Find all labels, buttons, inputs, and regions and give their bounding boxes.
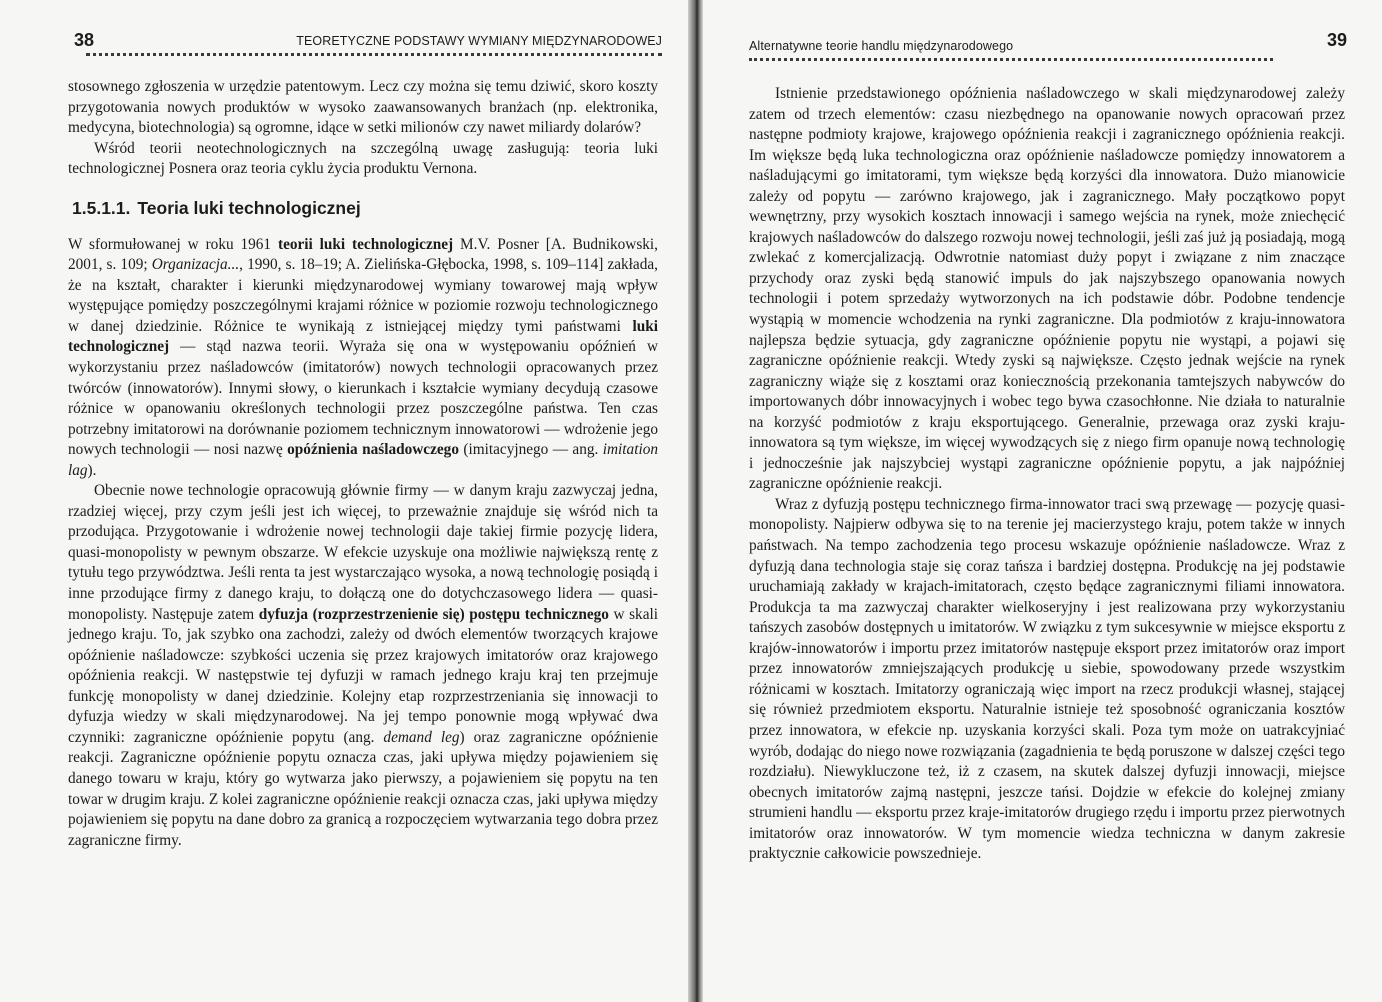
section-heading: [72, 197, 658, 219]
text-run: W sformułowanej w roku 1961: [68, 235, 278, 253]
paragraph: Istnienie przedstawionego opóźnienia naśladowczego w skali międzynarodowej zależy zatem od trzech elementów: czasu niezbędnego na opanowanie nowych opracowań przez następne podmioty krajowe, krajowego opóźnienia reakcji i zagranicznego opóźnienia reakcji. Im większe będą luka technologiczna oraz opóźnienie naśladowcze pomiędzy innowatorem a naśladującymi go imitatorami, tym większe będą korzyści dla innowatora. Dużo mianowicie zależy od popytu — zarówno krajowego, jak i zagranicznego. Mały początkowo popyt wewnętrzny, przy wysokich kosztach innowacji i samego wejścia na rynek, może zniechęcić krajowych naśladowców do dalszego rozwoju nowej technologii, jeśli zaś już ją posiadają, mogą zwlekać z komercjalizacją. Odwrotnie natomiast duży popyt i związane z nim znaczące przychody oraz zyski będą stanowić impuls do jak najszybszego opanowania nowych technologii i potem sprzedaży wytworzonych na ich podstawie dóbr. Podobne tendencje wystąpią w momencie wchodzenia na rynki zagraniczne. Dla podmiotów z kraju-innowatora najlepsza będzie sytuacja, gdy zagraniczne opóźnienie popytu nie wystąpi, a pojawi się zagraniczne opóźnienie reakcji. Wtedy zyski są największe. Często jednak wejście na rynek zagraniczny wiąże się z kosztami oraz koniecznością przekonania tamtejszych nabywców do importowanych dóbr innowacyjnych i wobec tego bywa czasochłonne. Nie działa to naturalnie na korzyść podmiotów z kraju eksportującego. Generalnie, przewaga oraz zyski kraju-innowatora są tym większe, im więcej wywodzących się z niego firm opanuje nową technologię i jednocześnie jak najszybciej wystąpi zagraniczne opóźnienie popytu, a jak najpóźniej zagraniczne opóźnienie reakcji.: [749, 85, 1345, 493]
page-number: 38: [74, 30, 95, 50]
running-head: Alternatywne teorie handlu międzynarodowego: [749, 39, 1014, 53]
bold-term: opóźnienia naśladowczego: [287, 441, 459, 459]
right-page: [703, 0, 1382, 1002]
section-number: 1.5.1.1.: [72, 197, 131, 218]
right-page-header: [749, 30, 1347, 54]
left-page: [0, 0, 688, 1002]
paragraph: Wśród teorii neotechnologicznych na szczególną uwagę zasługują: teoria luki technologicznej Posnera oraz teoria cyklu życia produktu Vernona.: [68, 139, 658, 178]
bold-term: teorii luki technologicznej: [277, 235, 454, 253]
paragraph: [68, 235, 658, 482]
text-run: (imitacyjnego — ang.: [458, 441, 603, 459]
text-run: Obecnie nowe technologie opracowują głównie firmy — w danym kraju zazwyczaj jedna, rzadziej więcej, przy czym jeśli jest ich więcej, to przeważnie znajduje się wśród nich ta przodująca. Przygotowanie i wdrożenie nowej technologii daje takiej firmie pozycję lidera, quasi-monopolisty w pewnym obszarze. W efekcie uzyskuje ona możliwie największą rentę z tytułu tego przywództwa. Jeśli renta ta jest wystarczająco wysoka, a nową technologię posiądą i inne przodujące firmy z danego kraju, to dołączą one do dotychczasowego lidera — quasi-monopolisty. Następuje zatem: [68, 482, 658, 623]
right-page-body: [749, 84, 1345, 865]
italic-term: imitation lag: [68, 441, 658, 479]
bold-term: dyfuzja (rozprzestrzenienie się) postępu technicznego: [258, 605, 609, 623]
bold-term: luki technologicznej: [68, 317, 658, 356]
left-page-header: [70, 30, 662, 54]
text-run: , 1990, s. 18–19; A. Zielińska-Głębocka, 1998, s. 109–114] zakłada, że na kształt, charakter i kierunki międzynarodowej wymiany towarowej mają wpływ występujące pomiędzy poszczególnymi krajami różnice w poziomie rozwoju technologicznego w danej dziedzinie. Różnice te wynikają z istniejącej między tymi państwami: [68, 256, 658, 335]
text-run: ) oraz zagraniczne opóźnienie reakcji. Zagraniczne opóźnienie popytu oznacza czas, jaki upływa między pojawieniem się danego towaru w kraju, który go wytwarza jako pierwszy, a pojawieniem się popytu na ten towar w drugim kraju. Z kolei zagraniczne opóźnienie reakcji oznacza czas, jaki upływa między pojawieniem się popytu na dane dobro za granicą a rozpoczęciem wytwarzania tego dobra przez zagraniczne firmy.: [68, 728, 658, 849]
text-run: w skali jednego kraju. To, jak szybko ona zachodzi, zależy od dwóch elementów tworzących krajowe opóźnienie naśladowcze: szybkości uczenia się przez krajowych imitatorów oraz krajowego opóźnienia reakcji. W następstwie tej dyfuzji w ramach jednego kraju kraj ten przejmuje funkcję monopolisty w danej dziedzinie. Kolejny etap rozprzestrzeniania się innowacji to dyfuzja wiedzy w skali międzynarodowej. Na jej tempo ponownie mogą wpływać dwa czynniki: zagraniczne opóźnienie popytu (ang.: [68, 605, 658, 746]
paragraph: [68, 481, 658, 851]
text-run: ).: [87, 461, 97, 479]
paragraph: stosownego zgłoszenia w urzędzie patentowym. Lecz czy można się temu dziwić, skoro koszty przygotowania nowych produktów w wysoko zaawansowanych branżach (np. elektronika, medycyna, biotechnologia) są ogromne, idące w setki milionów czy nawet miliardy dolarów?: [68, 78, 658, 137]
running-head: TEORETYCZNE PODSTAWY WYMIANY MIĘDZYNARODOWEJ: [296, 34, 662, 48]
paragraph: Wraz z dyfuzją postępu technicznego firma-innowator traci swą przewagę — pozycję quasi-monopolisty. Najpierw odbywa się to na terenie jej macierzystego kraju, potem także w innych państwach. Na tempo zachodzenia tego procesu wskazuje opóźnienie naśladowcze. Wraz z dyfuzją dana technologia staje się coraz tańsza i bardziej dostępna. Produkcję na jej podstawie uruchamiają zakłady w krajach-imitatorach, często będące zagranicznymi filiami innowatora. Produkcja ta ma zazwyczaj charakter wielkoseryjny i jest realizowana przy wykorzystaniu tańszych zasobów dostępnych u imitatorów. W związku z tym sukcesywnie w miejsce eksportu z krajów-innowatorów i importu przez imitatorów następuje eksport przez imitatorów oraz import przez innowatorów zmniejszających produkcję u siebie, spowodowany przede wszystkim różnicami w kosztach. Imitatorzy ograniczają więc import na rzecz produkcji własnej, stającej się również przedmiotem eksportu. Naturalnie istnieje też sposobność ograniczania kosztów przez innowatora, w efekcie np. uzyskania korzyści skali. Poza tym może on uatrakcyjniać wyrób, dodając do niego nowe rozwiązania (zagadnienia te będą poruszone w dalszej części tego rozdziału). Niewykluczone też, iż z czasem, na skutek dalszej dyfuzji innowacji, miejsce obecnych imitatorów zajmą następni, jeszcze tańsi. Dojdzie w efekcie do kolejnej zmiany strumieni handlu — eksportu przez kraje-imitatorów drugiego rzędu i importu przez pierwotnych imitatorów oraz innowatorów. W tym momencie wiedza techniczna w danym zakresie praktycznie całkowicie powszednieje.: [749, 495, 1345, 863]
header-dotted-rule: [749, 58, 1273, 61]
header-dotted-rule: [86, 53, 662, 56]
page-number: 39: [1326, 30, 1347, 50]
italic-citation: Organizacja...: [151, 256, 240, 274]
text-run: M.V. Posner [A. Budnikowski, 2001, s. 109;: [68, 235, 658, 274]
book-gutter: [688, 0, 703, 1002]
left-page-body: [68, 77, 658, 851]
section-title: Teoria luki technologicznej: [137, 197, 361, 218]
italic-term: demand leg: [383, 728, 460, 746]
text-run: — stąd nazwa teorii. Wyraża się ona w występowaniu opóźnień w wykorzystaniu przez naśladowców (imitatorów) nowych technologii opracowanych przez twórców (innowatorów). Innymi słowy, o kierunkach i kształcie wymiany decydują czasowe różnice w opanowaniu określonych technologii przez poszczególne państwa. Ten czas potrzebny imitatorowi na dorównanie poziomem technicznym innowatorowi — wdrożenie jego nowych technologii — nosi nazwę: [68, 338, 658, 459]
